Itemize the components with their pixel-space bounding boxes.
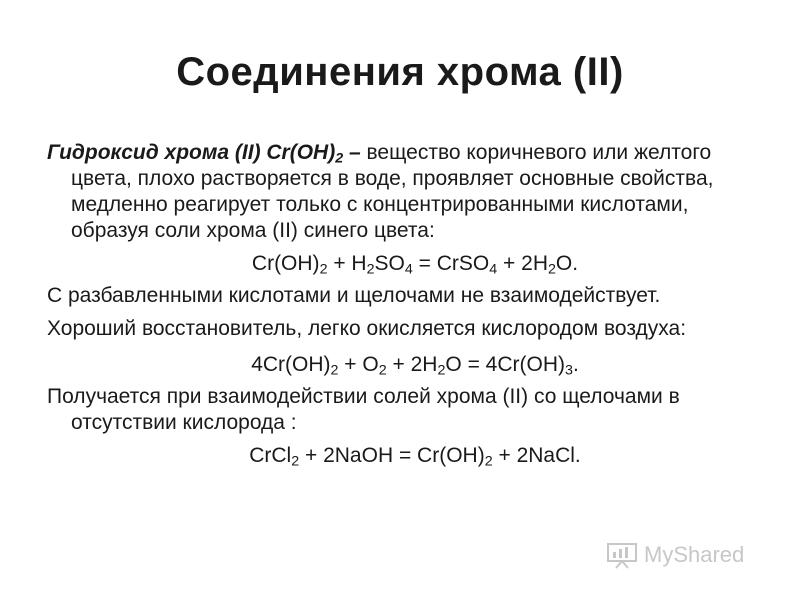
slide-content (47, 140, 767, 475)
paragraph-reducing-agent: Хороший восстановитель, легко окисляется кислородом воздуха: (47, 317, 687, 340)
paragraph-preparation: Получается при взаимодействии солей хрома (II) со щелочами в отсутствии кислорода : (47, 385, 680, 434)
paragraph-hydroxide-text: вещество коричневого или желтого цвета, плохо растворяется в воде, проявляет основные свойства, медленно реагирует только с концентрированными кислотами, образуя соли хрома (II) синего цвета: (71, 141, 714, 242)
watermark (606, 538, 744, 572)
equation-preparation: CrCl$_2$ + 2NaOH = $Cr(OH)_2$ + 2NaCl. (249, 444, 581, 470)
equation-oxidation: $4Cr(OH)_2 + O_2 + 2H_2O = 4Cr(OH)_3$. (251, 353, 579, 379)
slide-title: Соединения хрома (II) (176, 50, 624, 94)
paragraph-dilute-acids: С разбавленными кислотами и щелочами не взаимодействует. (47, 284, 661, 307)
paragraph-hydroxide (47, 140, 767, 244)
watermark-text: MyShared (644, 542, 745, 567)
equation-acid-reaction: $Cr(OH)_2 + H_2SO_4$ = CrSO$_4$ + $2H_2O$. (251, 252, 579, 278)
term-hydroxide: Гидроксид хрома (II) $Cr(OH)_2$ – (47, 141, 361, 167)
presentation-board-icon (606, 541, 638, 569)
